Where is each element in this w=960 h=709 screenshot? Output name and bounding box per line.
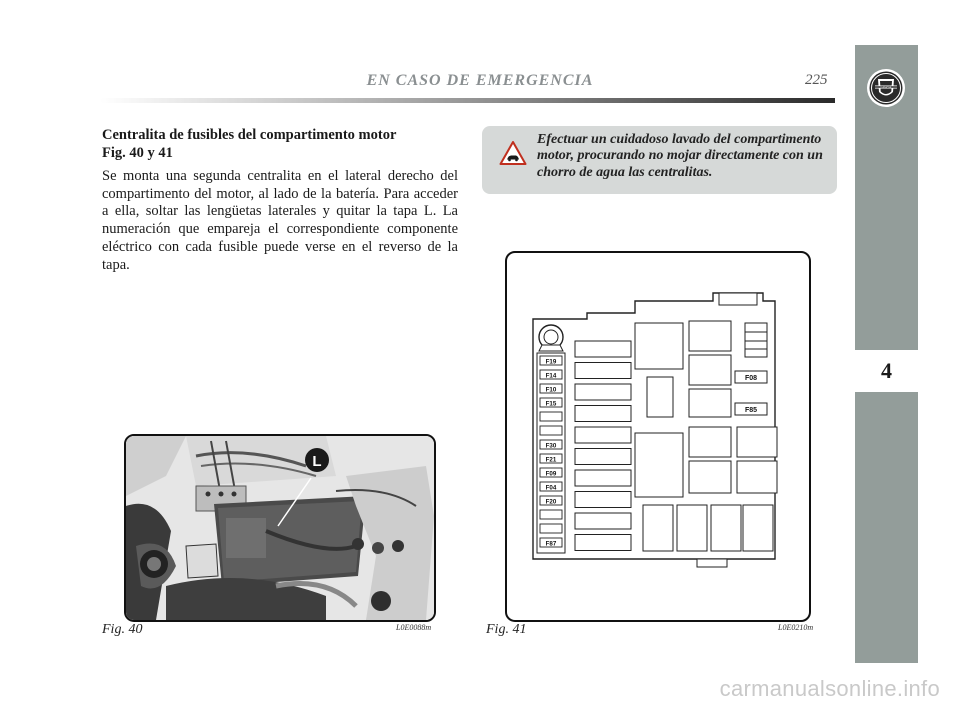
fuse-f85 xyxy=(735,403,767,415)
page-number: 225 xyxy=(805,72,828,88)
fuse-f20 xyxy=(540,496,562,505)
chapter-number-tab[interactable]: 4 xyxy=(855,350,918,392)
fuse-label: F09 xyxy=(545,470,557,478)
fuse-label: F04 xyxy=(545,484,557,492)
fuse-f19 xyxy=(540,356,562,365)
figure-41-label: Fig. 41 xyxy=(486,622,527,637)
section-title-line1: Centralita de fusibles del compartimento motor xyxy=(102,127,397,143)
relay-slot xyxy=(575,492,631,508)
figure-40-code: L0E0088m xyxy=(396,623,432,632)
relay-slot xyxy=(575,363,631,379)
fuse-f04 xyxy=(540,482,562,491)
relay-slot xyxy=(575,535,631,551)
watermark: carmanualsonline.info xyxy=(719,676,940,701)
figure-40-label: Fig. 40 xyxy=(102,622,143,637)
fuse-f10 xyxy=(540,384,562,393)
callout-label: L xyxy=(312,453,322,470)
fuse-label: F10 xyxy=(545,386,557,394)
fusebox-diagram xyxy=(507,253,809,620)
fuse-f21 xyxy=(540,454,562,463)
fuse-label: F85 xyxy=(744,407,758,414)
fuse-f09 xyxy=(540,468,562,477)
lancia-logo-icon xyxy=(866,68,906,108)
warning-text: Efectuar un cuidadoso lavado del compartimento motor, procurando no mojar directamente con un chorro de agua las centralitas. xyxy=(537,132,823,180)
fuse-f14 xyxy=(540,370,562,379)
fuse-label: F20 xyxy=(545,498,557,506)
logo-text: LANCIA xyxy=(880,85,892,90)
section-title-line2: Fig. 40 y 41 xyxy=(102,145,173,161)
fuse-f08 xyxy=(735,371,767,383)
fuse-slot-empty xyxy=(540,524,562,533)
figure-40-engine-photo xyxy=(124,434,436,622)
fuse-f87 xyxy=(540,538,562,547)
fuse-slot-empty xyxy=(540,510,562,519)
fuse-f30 xyxy=(540,440,562,449)
fuse-label: F21 xyxy=(545,456,557,464)
fuse-label: F14 xyxy=(545,372,557,380)
fuse-label: F08 xyxy=(744,375,758,382)
fuse-label: F87 xyxy=(545,540,557,548)
figure-41-fusebox-diagram xyxy=(505,251,811,622)
relay-slot xyxy=(575,341,631,357)
relay-slot xyxy=(575,449,631,465)
warning-triangle-icon xyxy=(499,140,527,166)
section-body-text: Se monta una segunda centralita en el lateral derecho del compartimento del motor, al lado de la batería. Para acceder a ella, soltar las lengüetas laterales y quitar la tapa L. La numeración que empareja el correspondiente componente eléctrico con cada fusible puede verse en el reverso de la tapa. xyxy=(102,168,458,273)
figure-41-code: L0E0210m xyxy=(778,623,814,632)
fuse-label: F19 xyxy=(545,358,557,366)
header-rule xyxy=(100,98,835,103)
relay-slot xyxy=(575,406,631,422)
section-title xyxy=(102,126,462,162)
running-header-title: EN CASO DE EMERGENCIA xyxy=(366,72,594,89)
fuse-label: F15 xyxy=(545,400,557,408)
relay-slot xyxy=(575,427,631,443)
relay-slot xyxy=(575,513,631,529)
relay-slot xyxy=(575,384,631,400)
fuse-slot-empty xyxy=(540,426,562,435)
fuse-f15 xyxy=(540,398,562,407)
fuse-label: F30 xyxy=(545,442,557,450)
engine-compartment-illustration xyxy=(126,436,434,620)
relay-slot xyxy=(575,470,631,486)
fuse-slot-empty xyxy=(540,412,562,421)
